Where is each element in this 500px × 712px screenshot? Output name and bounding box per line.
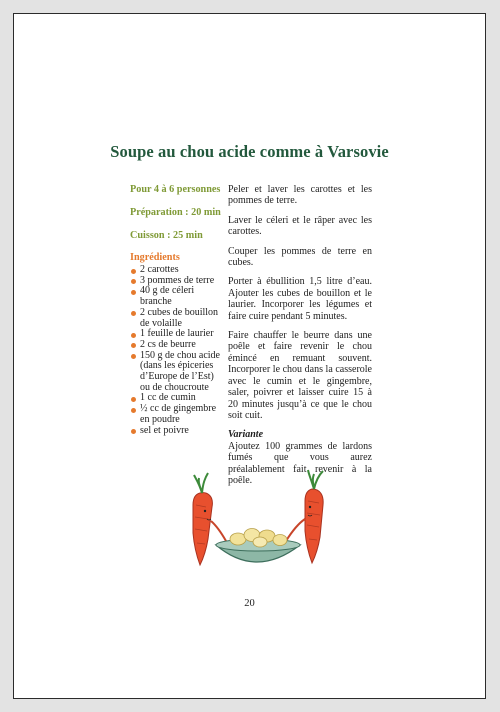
variante-heading: Variante <box>228 429 264 441</box>
ingredient-item: 3 pommes de terre <box>130 276 226 287</box>
step-paragraph: Couper les pommes de terre en cubes. <box>228 245 372 269</box>
page-number: 20 <box>244 598 255 609</box>
recipe-steps-column <box>228 184 372 486</box>
cooking-time: Cuisson : 25 min <box>130 230 203 241</box>
step-paragraph: Laver le céleri et le râper avec les carottes. <box>228 214 372 238</box>
variante-text: Ajoutez 100 grammes de lardons fumés que vous aurez préalablement fait revenir à la poêle. <box>228 440 372 486</box>
ingredient-item: 2 cubes de bouillon de volaille <box>130 308 226 329</box>
step-paragraph: Porter à ébullition 1,5 litre d’eau. Ajouter les cubes de bouillon et le laurier. Incorporer les légumes et faire cuire pendant 5 minutes. <box>228 276 372 322</box>
ingredient-item: 1 cc de cumin <box>130 393 226 404</box>
ingredient-item: 150 g de chou acide (dans les épiceries d’Europe de l’Est) ou de choucroute <box>130 351 226 394</box>
step-paragraph: Faire chauffer le beurre dans une poêle et faire revenir le chou émincé en remuant souvent. Incorporer le chou dans la casserole avec le cumin et le gingembre, saler, poivrer et laisser cuire 15 à 20 minutes jusqu’à ce que le chou soit cuit. <box>228 330 372 421</box>
ingredients-list <box>130 265 226 436</box>
two-carrots-carrying-bowl-icon <box>178 461 328 581</box>
recipe-title: Soupe au chou acide comme à Varsovie <box>110 142 389 161</box>
step-paragraph: Peler et laver les carottes et les pommes de terre. <box>228 184 372 207</box>
ingredient-item: 2 cs de beurre <box>130 340 226 351</box>
ingredient-item: 1 feuille de laurier <box>130 329 226 340</box>
ingredient-item: sel et poivre <box>130 426 226 437</box>
servings: Pour 4 à 6 personnes <box>130 184 221 195</box>
ingredient-item: 40 g de céleri branche <box>130 286 226 307</box>
cookbook-page <box>13 13 486 699</box>
ingredient-item: 2 carottes <box>130 265 226 276</box>
ingredients-heading: Ingrédients <box>130 252 180 263</box>
preparation-time: Préparation : 20 min <box>130 207 221 218</box>
recipe-info-column <box>130 184 226 436</box>
ingredient-item: ½ cc de gingembre en poudre <box>130 404 226 425</box>
